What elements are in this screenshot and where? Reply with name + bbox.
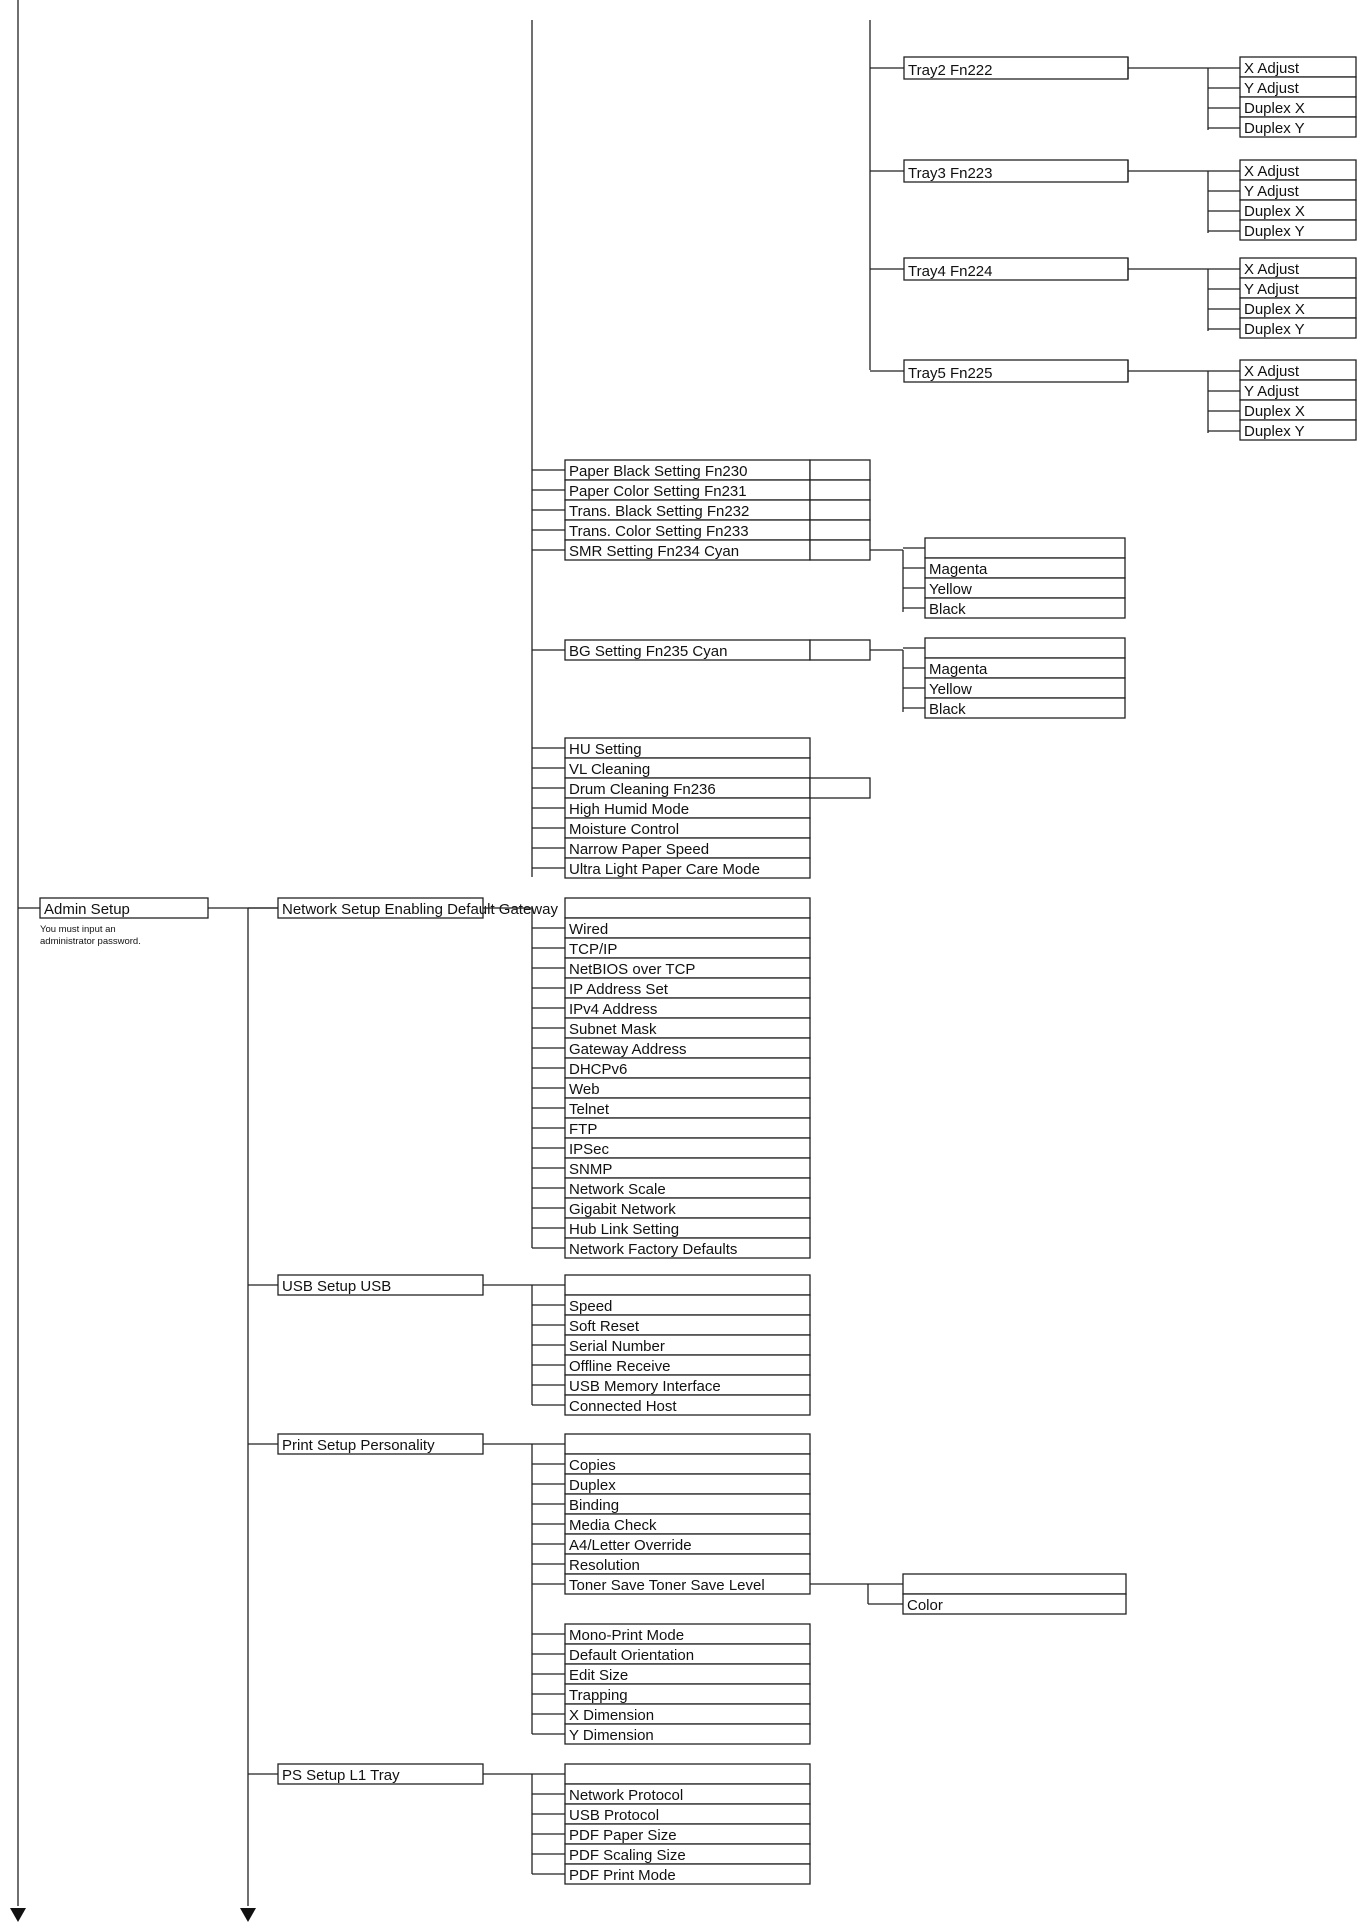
print-list-item-7 — [565, 1574, 810, 1594]
ps-setup-item — [278, 1764, 483, 1784]
misc-item-1 — [565, 758, 810, 778]
print-list-item-3 — [565, 1494, 810, 1514]
tray-1-sub-3-label: Duplex Y — [1244, 223, 1305, 240]
network-list-item-13-label: Network Scale — [569, 1181, 666, 1198]
admin-setup-item — [40, 898, 208, 918]
tray-3-sub-2-label: Duplex X — [1244, 403, 1305, 420]
print-list2-item-1 — [565, 1644, 810, 1664]
print-list-item-2 — [565, 1474, 810, 1494]
ps-setup-list-item-4-label: PDF Scaling Size — [569, 1847, 686, 1864]
paper-setting-2-label: Trans. Black Setting Fn232 — [569, 503, 750, 520]
network-list-item-8-label: Web — [569, 1081, 600, 1098]
tray-0-item-label: Tray2 Fn222 — [908, 62, 993, 79]
smr-setting-item — [565, 540, 810, 560]
tray-0-sub-1 — [1240, 77, 1356, 97]
paper-setting-0-label: Paper Black Setting Fn230 — [569, 463, 748, 480]
network-list-item-3 — [565, 978, 810, 998]
smr-setting-sub-2-label: Yellow — [929, 581, 972, 598]
ps-setup-list-item-5 — [565, 1864, 810, 1884]
paper-setting-1 — [565, 480, 810, 500]
network-list-item-15-label: Hub Link Setting — [569, 1221, 680, 1238]
network-list-item-2-label: NetBIOS over TCP — [569, 961, 696, 978]
usb-setup-list-item-3-label: Serial Number — [569, 1338, 665, 1355]
ps-setup-item-label: PS Setup L1 Tray — [282, 1767, 400, 1784]
network-list-item-6-label: Gateway Address — [569, 1041, 687, 1058]
paper-setting-2-value — [810, 500, 870, 520]
paper-setting-2-value-box — [810, 500, 870, 520]
print-list-item-1 — [565, 1454, 810, 1474]
usb-setup-item-label: USB Setup USB — [282, 1278, 392, 1295]
network-list-item-7 — [565, 1058, 810, 1078]
tray-1-sub-2-label: Duplex X — [1244, 203, 1305, 220]
toner-sub-1-label: Color — [907, 1597, 943, 1614]
tray-3-sub-1-label: Y Adjust — [1244, 383, 1299, 400]
bg-setting-sub-3 — [925, 698, 1125, 718]
network-list-item-8-box — [565, 1078, 810, 1098]
tray-0-sub-0-label: X Adjust — [1244, 60, 1300, 77]
print-list2-item-2-label: Edit Size — [569, 1667, 629, 1684]
network-list-header-box — [565, 898, 810, 918]
admin-note-line1: You must input an — [40, 924, 116, 935]
network-list-item-11 — [565, 1138, 810, 1158]
print-list2-item-5-label: Y Dimension — [569, 1727, 654, 1744]
usb-setup-list-item-1 — [565, 1295, 810, 1315]
admin-note-line2: administrator password. — [40, 936, 141, 947]
bg-setting-sub-0 — [925, 638, 1125, 658]
bg-setting-sub-2-label: Yellow — [929, 681, 972, 698]
tray-0-item — [904, 57, 1128, 79]
network-list-item-14 — [565, 1198, 810, 1218]
network-list-item-16 — [565, 1238, 810, 1258]
usb-setup-list-item-5-label: USB Memory Interface — [569, 1378, 721, 1395]
network-list-item-4-label: IPv4 Address — [569, 1001, 658, 1018]
network-list-item-14-label: Gigabit Network — [569, 1201, 676, 1218]
tray-1-sub-3 — [1240, 220, 1356, 240]
print-setup-item-label: Print Setup Personality — [282, 1437, 435, 1454]
network-list-item-15 — [565, 1218, 810, 1238]
misc-item-2 — [565, 778, 810, 798]
tray-2-sub-3-label: Duplex Y — [1244, 321, 1305, 338]
smr-setting-sub-1 — [925, 558, 1125, 578]
print-list-item-0-box — [565, 1434, 810, 1454]
bg-setting-value-box — [810, 640, 870, 660]
tray-2-item — [904, 258, 1128, 280]
network-list-item-9-label: Telnet — [569, 1101, 610, 1118]
print-list-item-4-label: Media Check — [569, 1517, 657, 1534]
smr-setting-sub-0-box — [925, 538, 1125, 558]
ps-setup-list-item-5-label: PDF Print Mode — [569, 1867, 676, 1884]
network-list-item-13 — [565, 1178, 810, 1198]
toner-sub-0 — [903, 1574, 1126, 1594]
print-list2-item-5 — [565, 1724, 810, 1744]
print-list-item-0 — [565, 1434, 810, 1454]
paper-setting-1-label: Paper Color Setting Fn231 — [569, 483, 747, 500]
print-list2-item-0-label: Mono-Print Mode — [569, 1627, 685, 1644]
tray-2-sub-0 — [1240, 258, 1356, 278]
smr-setting-sub-1-label: Magenta — [929, 561, 988, 578]
print-setup-item — [278, 1434, 483, 1454]
misc-item-0-label: HU Setting — [569, 741, 642, 758]
print-list-item-6-label: Resolution — [569, 1557, 640, 1574]
network-list-item-16-label: Network Factory Defaults — [569, 1241, 738, 1258]
tray-3-sub-3 — [1240, 420, 1356, 440]
main-down-arrow — [10, 1908, 26, 1922]
misc-item-5 — [565, 838, 810, 858]
tray-3-item — [904, 360, 1128, 382]
smr-setting-sub-0 — [925, 538, 1125, 558]
ps-setup-list-item-0 — [565, 1764, 810, 1784]
bg-setting-value — [810, 640, 870, 660]
network-list-header — [565, 898, 810, 918]
print-list-item-6 — [565, 1554, 810, 1574]
tray-2-sub-1-label: Y Adjust — [1244, 281, 1299, 298]
tray-0-sub-1-label: Y Adjust — [1244, 80, 1299, 97]
misc-item-6 — [565, 858, 810, 878]
tray-1-item-label: Tray3 Fn223 — [908, 165, 993, 182]
ps-setup-list-item-1-label: Network Protocol — [569, 1787, 684, 1804]
print-list-item-1-label: Copies — [569, 1457, 616, 1474]
paper-setting-2 — [565, 500, 810, 520]
tray-1-sub-0-label: X Adjust — [1244, 163, 1300, 180]
misc-item-4-label: Moisture Control — [569, 821, 680, 838]
tray-3-sub-0-label: X Adjust — [1244, 363, 1300, 380]
network-list-item-2 — [565, 958, 810, 978]
toner-sub-1 — [903, 1594, 1126, 1614]
network-list-item-1 — [565, 938, 810, 958]
paper-setting-3-label: Trans. Color Setting Fn233 — [569, 523, 749, 540]
tray-3-sub-2 — [1240, 400, 1356, 420]
usb-setup-list-item-0 — [565, 1275, 810, 1295]
print-list2-item-1-label: Default Orientation — [569, 1647, 695, 1664]
smr-setting-sub-3 — [925, 598, 1125, 618]
tray-1-sub-0 — [1240, 160, 1356, 180]
network-list-item-12 — [565, 1158, 810, 1178]
tray-2-item-label: Tray4 Fn224 — [908, 263, 993, 280]
misc-item-6-label: Ultra Light Paper Care Mode — [569, 861, 760, 878]
print-list2-item-4 — [565, 1704, 810, 1724]
network-list-item-5 — [565, 1018, 810, 1038]
smr-setting-item-label: SMR Setting Fn234 Cyan — [569, 543, 740, 560]
print-list2-item-3-label: Trapping — [569, 1687, 628, 1704]
smr-setting-sub-3-label: Black — [929, 601, 966, 618]
network-list-item-5-label: Subnet Mask — [569, 1021, 657, 1038]
network-list-item-7-label: DHCPv6 — [569, 1061, 628, 1078]
network-list-item-6 — [565, 1038, 810, 1058]
print-list-item-4 — [565, 1514, 810, 1534]
network-list-item-3-label: IP Address Set — [569, 981, 668, 998]
paper-setting-3-value-box — [810, 520, 870, 540]
misc-item-4 — [565, 818, 810, 838]
tray-1-sub-1-label: Y Adjust — [1244, 183, 1299, 200]
paper-setting-1-value-box — [810, 480, 870, 500]
print-list-item-2-label: Duplex — [569, 1477, 616, 1494]
bg-setting-sub-0-box — [925, 638, 1125, 658]
network-list-item-10-label: FTP — [569, 1121, 598, 1138]
bg-setting-sub-1 — [925, 658, 1125, 678]
toner-sub-0-box — [903, 1574, 1126, 1594]
tray-2-sub-2-label: Duplex X — [1244, 301, 1305, 318]
usb-setup-list-item-4 — [565, 1355, 810, 1375]
paper-setting-1-value — [810, 480, 870, 500]
print-list-item-7-label: Toner Save Toner Save Level — [569, 1577, 765, 1594]
paper-setting-0-value-box — [810, 460, 870, 480]
network-list-item-12-label: SNMP — [569, 1161, 613, 1178]
tray-0-sub-2-label: Duplex X — [1244, 100, 1305, 117]
tray-3-sub-3-label: Duplex Y — [1244, 423, 1305, 440]
admin-down-arrow — [240, 1908, 256, 1922]
paper-setting-3-value — [810, 520, 870, 540]
tray-1-sub-1 — [1240, 180, 1356, 200]
bg-setting-item — [565, 640, 810, 660]
admin-setup-item-label: Admin Setup — [44, 901, 130, 918]
network-list-item-11-label: IPSec — [569, 1141, 610, 1158]
tray-1-sub-2 — [1240, 200, 1356, 220]
tray-2-sub-0-label: X Adjust — [1244, 261, 1300, 278]
tray-3-sub-1 — [1240, 380, 1356, 400]
bg-setting-sub-1-label: Magenta — [929, 661, 988, 678]
ps-setup-list-item-4 — [565, 1844, 810, 1864]
tray-3-item-label: Tray5 Fn225 — [908, 365, 993, 382]
ps-setup-list-item-2-label: USB Protocol — [569, 1807, 660, 1824]
print-list2-item-0 — [565, 1624, 810, 1644]
usb-setup-list-item-5 — [565, 1375, 810, 1395]
paper-setting-3 — [565, 520, 810, 540]
network-list-item-4 — [565, 998, 810, 1018]
usb-setup-list-item-0-box — [565, 1275, 810, 1295]
network-list-item-10-box — [565, 1118, 810, 1138]
tray-2-sub-1 — [1240, 278, 1356, 298]
bg-setting-sub-3-label: Black — [929, 701, 966, 718]
paper-setting-0 — [565, 460, 810, 480]
misc-item-1-label: VL Cleaning — [569, 761, 651, 778]
tray-0-sub-3 — [1240, 117, 1356, 137]
ps-setup-list-item-3 — [565, 1824, 810, 1844]
usb-setup-list-item-3 — [565, 1335, 810, 1355]
drum-cleaning-value — [810, 778, 870, 798]
paper-setting-0-value — [810, 460, 870, 480]
network-list-item-10 — [565, 1118, 810, 1138]
tray-0-sub-2 — [1240, 97, 1356, 117]
bg-setting-item-label: BG Setting Fn235 Cyan — [569, 643, 728, 660]
network-list-item-1-label: TCP/IP — [569, 941, 618, 958]
print-list2-item-3 — [565, 1684, 810, 1704]
smr-setting-value — [810, 540, 870, 560]
ps-setup-list-item-0-box — [565, 1764, 810, 1784]
tray-2-sub-3 — [1240, 318, 1356, 338]
ps-setup-list-item-3-label: PDF Paper Size — [569, 1827, 677, 1844]
tray-3-sub-0 — [1240, 360, 1356, 380]
misc-item-5-label: Narrow Paper Speed — [569, 841, 710, 858]
bg-setting-sub-2 — [925, 678, 1125, 698]
network-list-item-0 — [565, 918, 810, 938]
usb-setup-list-item-1-label: Speed — [569, 1298, 613, 1315]
network-list-item-9 — [565, 1098, 810, 1118]
smr-setting-sub-2 — [925, 578, 1125, 598]
ps-setup-list-item-1 — [565, 1784, 810, 1804]
misc-item-0 — [565, 738, 810, 758]
ps-setup-list-item-2 — [565, 1804, 810, 1824]
misc-item-3-label: High Humid Mode — [569, 801, 690, 818]
usb-setup-list-item-4-label: Offline Receive — [569, 1358, 671, 1375]
print-list2-item-4-label: X Dimension — [569, 1707, 655, 1724]
print-list-item-5-label: A4/Letter Override — [569, 1537, 692, 1554]
network-setup-item-label: Network Setup Enabling Default Gateway — [282, 901, 558, 918]
print-list2-item-2 — [565, 1664, 810, 1684]
usb-setup-item — [278, 1275, 483, 1295]
network-list-item-8 — [565, 1078, 810, 1098]
tray-0-sub-3-label: Duplex Y — [1244, 120, 1305, 137]
usb-setup-list-item-2-label: Soft Reset — [569, 1318, 640, 1335]
print-list-item-3-label: Binding — [569, 1497, 620, 1514]
smr-setting-value-box — [810, 540, 870, 560]
usb-setup-list-item-2 — [565, 1315, 810, 1335]
tray-2-sub-2 — [1240, 298, 1356, 318]
tray-0-sub-0 — [1240, 57, 1356, 77]
print-list-item-5 — [565, 1534, 810, 1554]
misc-item-2-label: Drum Cleaning Fn236 — [569, 781, 716, 798]
tray-1-item — [904, 160, 1128, 182]
usb-setup-list-item-6 — [565, 1395, 810, 1415]
drum-cleaning-value-box — [810, 778, 870, 798]
usb-setup-list-item-6-label: Connected Host — [569, 1398, 677, 1415]
network-list-item-0-label: Wired — [569, 921, 609, 938]
misc-item-3 — [565, 798, 810, 818]
